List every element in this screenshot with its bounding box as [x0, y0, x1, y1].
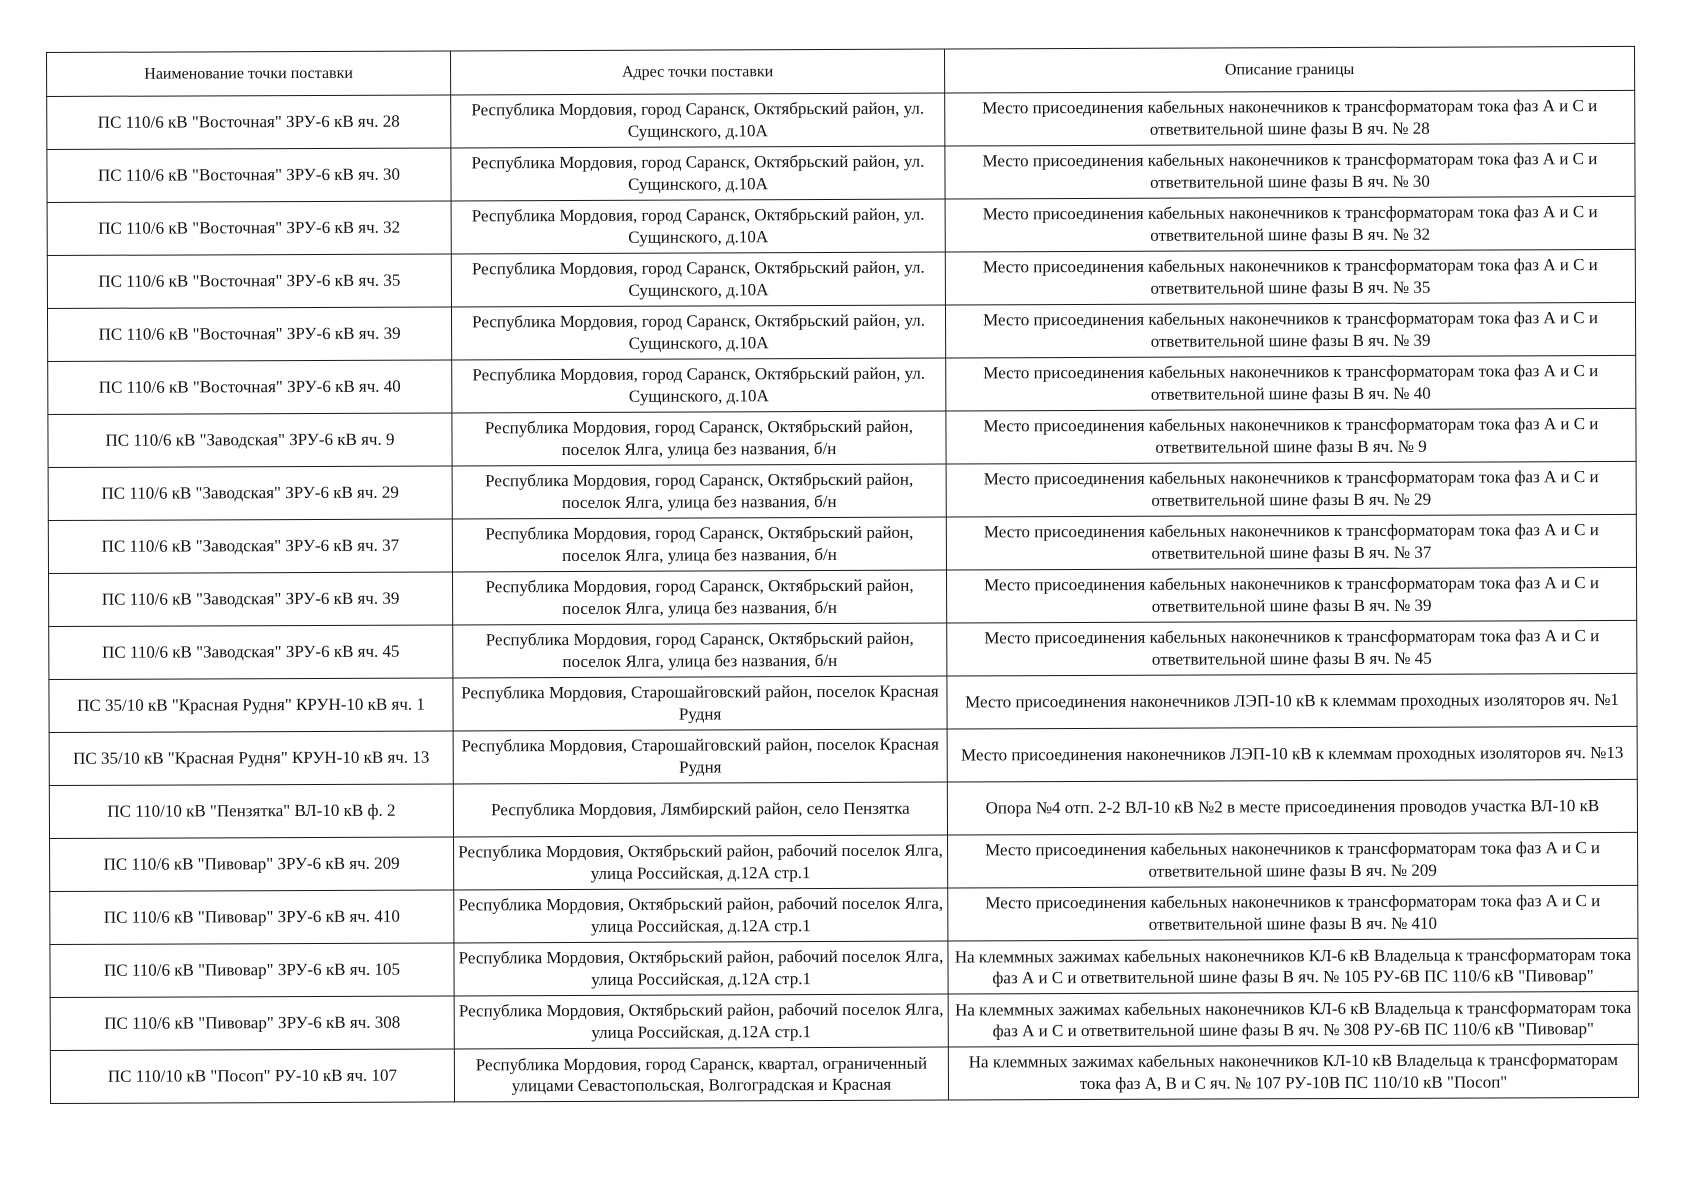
boundary-description-text: На клеммных зажимах кабельных наконечников КЛ-6 кВ Владельца к трансформаторам тока фаз А и С и ответвительной шине фазы В яч. № 105 РУ-6В ПС 110/6 кВ "Пивовар"	[954, 944, 1632, 988]
point-address-cell: Республика Мордовия, город Саранск, Октябрьский район, поселок Ялга, улица без названия, б/н	[452, 411, 946, 466]
point-address-text: Республика Мордовия, город Саранск, квартал, ограниченный улицами Севастопольская, Волгоградская и Красная	[475, 1053, 928, 1096]
boundary-description-cell: Опора №4 отп. 2-2 ВЛ-10 кВ №2 в месте присоединения проводов участка ВЛ-10 кВ	[947, 779, 1637, 835]
boundary-description-cell: Место присоединения кабельных наконечников к трансформаторам тока фаз А и С и ответвительной шине фазы В яч. № 410	[948, 885, 1638, 941]
point-name-cell: ПС 110/6 кВ "Пивовар" ЗРУ-6 кВ яч. 308	[50, 996, 454, 1051]
table-row	[49, 620, 1637, 679]
boundary-description-cell	[948, 991, 1638, 1047]
point-name-cell: ПС 110/6 кВ "Восточная" ЗРУ-6 кВ яч. 32	[47, 201, 451, 256]
table-header-row	[47, 46, 1635, 96]
point-name-cell: ПС 110/6 кВ "Восточная" ЗРУ-6 кВ яч. 28	[47, 95, 451, 150]
point-name-cell: ПС 110/6 кВ "Заводская" ЗРУ-6 кВ яч. 29	[48, 466, 452, 521]
point-name-cell: ПС 110/6 кВ "Восточная" ЗРУ-6 кВ яч. 30	[47, 148, 451, 203]
point-address-cell: Республика Мордовия, Октябрьский район, рабочий поселок Ялга, улица Российская, д.12А стр.1	[454, 941, 948, 996]
boundary-description-cell: Место присоединения кабельных наконечников к трансформаторам тока фаз А и С и ответвительной шине фазы В яч. № 39	[945, 302, 1635, 358]
point-name-cell: ПС 110/6 кВ "Восточная" ЗРУ-6 кВ яч. 39	[47, 307, 451, 362]
point-name-cell: ПС 110/6 кВ "Восточная" ЗРУ-6 кВ яч. 35	[47, 254, 451, 309]
boundary-description-cell: Место присоединения кабельных наконечников к трансформаторам тока фаз А и С и ответвительной шине фазы В яч. № 9	[946, 408, 1636, 464]
point-address-cell	[454, 1047, 948, 1102]
table-row	[47, 249, 1635, 308]
point-address-cell: Республика Мордовия, Лямбирский район, село Пензятка	[453, 782, 947, 837]
point-name-cell: ПС 110/6 кВ "Заводская" ЗРУ-6 кВ яч. 39	[49, 572, 453, 627]
table-row	[48, 355, 1636, 414]
boundary-description-cell: Место присоединения кабельных наконечников к трансформаторам тока фаз А и С и ответвительной шине фазы В яч. № 39	[946, 567, 1636, 623]
point-name-cell: ПС 110/6 кВ "Заводская" ЗРУ-6 кВ яч. 9	[48, 413, 452, 468]
table-row	[47, 90, 1635, 149]
point-name-cell: ПС 110/10 кВ "Посоп" РУ-10 кВ яч. 107	[50, 1049, 454, 1104]
boundary-description-cell: Место присоединения кабельных наконечников к трансформаторам тока фаз А и С и ответвительной шине фазы В яч. № 32	[945, 196, 1635, 252]
table-row	[47, 302, 1635, 361]
point-address-cell: Республика Мордовия, город Саранск, Октябрьский район, ул. Сущинского, д.10А	[451, 199, 945, 254]
header-point-name: Наименование точки поставки	[47, 51, 451, 97]
point-name-cell: ПС 110/6 кВ "Пивовар" ЗРУ-6 кВ яч. 105	[50, 943, 454, 998]
table-row	[47, 196, 1635, 255]
boundary-description-cell: На клеммных зажимах кабельных наконечников КЛ-10 кВ Владельца к трансформаторам тока фаз А, В и С яч. № 107 РУ-10В ПС 110/10 кВ "Посоп"	[948, 1044, 1638, 1100]
table-row	[50, 938, 1638, 997]
table-row	[49, 726, 1637, 785]
point-address-cell: Республика Мордовия, город Саранск, Октябрьский район, ул. Сущинского, д.10А	[451, 93, 945, 148]
table-row	[47, 143, 1635, 202]
boundary-description-cell: Место присоединения кабельных наконечников к трансформаторам тока фаз А и С и ответвительной шине фазы В яч. № 45	[947, 620, 1637, 676]
point-address-cell: Республика Мордовия, город Саранск, Октябрьский район, поселок Ялга, улица без названия, б/н	[452, 517, 946, 572]
table-row	[50, 1044, 1638, 1103]
point-address-cell: Республика Мордовия, город Саранск, Октябрьский район, поселок Ялга, улица без названия, б/н	[453, 623, 947, 678]
supply-points-table	[46, 46, 1639, 1104]
boundary-description-cell: Место присоединения наконечников ЛЭП-10 кВ к клеммам проходных изоляторов яч. №1	[947, 673, 1637, 729]
point-name-cell: ПС 35/10 кВ "Красная Рудня" КРУН-10 кВ яч. 1	[49, 678, 453, 733]
table-row	[49, 779, 1637, 838]
table-row	[49, 567, 1637, 626]
table-row	[49, 673, 1637, 732]
point-name-cell: ПС 110/6 кВ "Заводская" ЗРУ-6 кВ яч. 37	[48, 519, 452, 574]
boundary-description-cell: Место присоединения кабельных наконечников к трансформаторам тока фаз А и С и ответвительной шине фазы В яч. № 209	[948, 832, 1638, 888]
boundary-description-cell: Место присоединения кабельных наконечников к трансформаторам тока фаз А и С и ответвительной шине фазы В яч. № 37	[946, 514, 1636, 570]
table-row	[48, 461, 1636, 520]
point-address-cell: Республика Мордовия, город Саранск, Октябрьский район, ул. Сущинского, д.10А	[451, 146, 945, 201]
point-address-cell: Республика Мордовия, Старошайговский район, поселок Красная Рудня	[453, 676, 947, 731]
boundary-description-cell	[948, 938, 1638, 994]
point-address-cell: Республика Мордовия, город Саранск, Октябрьский район, поселок Ялга, улица без названия, б/н	[452, 570, 946, 625]
header-boundary-description: Описание границы	[944, 46, 1634, 93]
point-address-cell: Республика Мордовия, Октябрьский район, рабочий поселок Ялга, улица Российская, д.12А стр.1	[454, 888, 948, 943]
point-address-cell: Республика Мордовия, Октябрьский район, рабочий поселок Ялга, улица Российская, д.12А стр.1	[454, 994, 948, 1049]
point-name-cell: ПС 35/10 кВ "Красная Рудня" КРУН-10 кВ яч. 13	[49, 731, 453, 786]
point-address-cell: Республика Мордовия, Октябрьский район, рабочий поселок Ялга, улица Российская, д.12А стр.1	[454, 835, 948, 890]
boundary-description-cell: Место присоединения наконечников ЛЭП-10 кВ к клеммам проходных изоляторов яч. №13	[947, 726, 1637, 782]
point-address-cell: Республика Мордовия, город Саранск, Октябрьский район, поселок Ялга, улица без названия, б/н	[452, 464, 946, 519]
point-name-cell: ПС 110/6 кВ "Восточная" ЗРУ-6 кВ яч. 40	[48, 360, 452, 415]
table-row	[50, 885, 1638, 944]
boundary-description-cell: Место присоединения кабельных наконечников к трансформаторам тока фаз А и С и ответвительной шине фазы В яч. № 28	[945, 90, 1635, 146]
point-name-cell: ПС 110/6 кВ "Заводская" ЗРУ-6 кВ яч. 45	[49, 625, 453, 680]
point-name-cell: ПС 110/10 кВ "Пензятка" ВЛ-10 кВ ф. 2	[49, 784, 453, 839]
point-address-cell: Республика Мордовия, город Саранск, Октябрьский район, ул. Сущинского, д.10А	[451, 252, 945, 307]
boundary-description-cell: Место присоединения кабельных наконечников к трансформаторам тока фаз А и С и ответвительной шине фазы В яч. № 30	[945, 143, 1635, 199]
header-point-address: Адрес точки поставки	[450, 49, 944, 95]
point-address-cell: Республика Мордовия, Старошайговский район, поселок Красная Рудня	[453, 729, 947, 784]
table-row	[48, 408, 1636, 467]
boundary-description-cell: Место присоединения кабельных наконечников к трансформаторам тока фаз А и С и ответвительной шине фазы В яч. № 40	[946, 355, 1636, 411]
table-row	[50, 832, 1638, 891]
point-address-cell: Республика Мордовия, город Саранск, Октябрьский район, ул. Сущинского, д.10А	[452, 358, 946, 413]
table-row	[48, 514, 1636, 573]
point-name-cell: ПС 110/6 кВ "Пивовар" ЗРУ-6 кВ яч. 209	[50, 837, 454, 892]
table-row	[50, 991, 1638, 1050]
point-name-cell: ПС 110/6 кВ "Пивовар" ЗРУ-6 кВ яч. 410	[50, 890, 454, 945]
point-address-cell: Республика Мордовия, город Саранск, Октябрьский район, ул. Сущинского, д.10А	[451, 305, 945, 360]
boundary-description-cell: Место присоединения кабельных наконечников к трансформаторам тока фаз А и С и ответвительной шине фазы В яч. № 35	[945, 249, 1635, 305]
boundary-description-cell: Место присоединения кабельных наконечников к трансформаторам тока фаз А и С и ответвительной шине фазы В яч. № 29	[946, 461, 1636, 517]
boundary-description-text: На клеммных зажимах кабельных наконечников КЛ-6 кВ Владельца к трансформаторам тока фаз А и С и ответвительной шине фазы В яч. № 308 РУ-6В ПС 110/6 кВ "Пивовар"	[955, 997, 1632, 1041]
